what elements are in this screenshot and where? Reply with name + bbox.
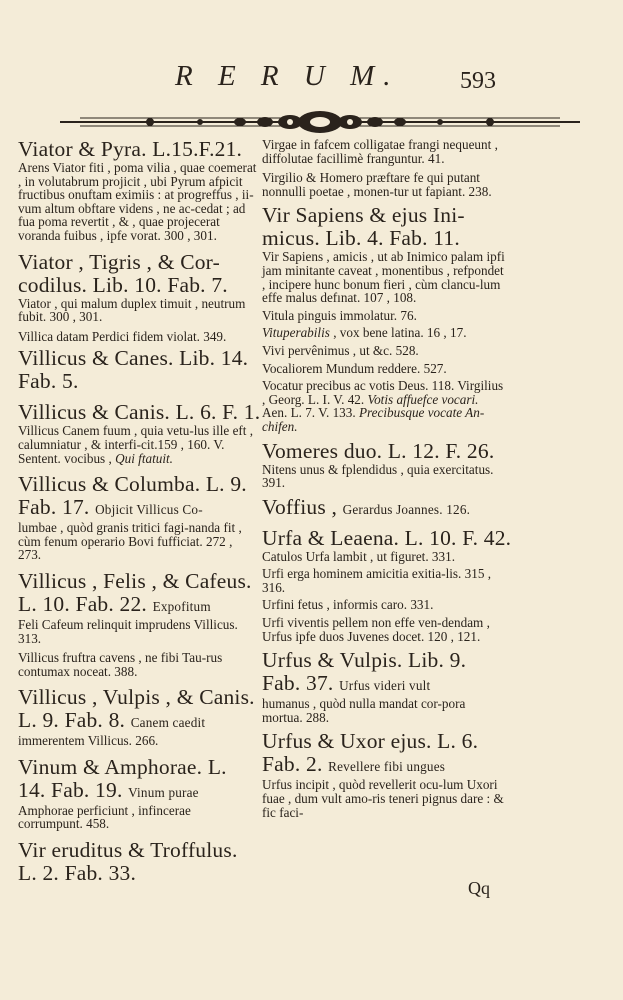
entry-heading-text: Villicus , Vulpis , & Canis. L. 9. Fab. 8. bbox=[18, 685, 255, 733]
entry-text-roman: Vocatur precibus ac votis Deus. 118. Virgilius , Georg. L. I. V. 42. bbox=[262, 378, 504, 407]
index-entry bbox=[262, 567, 506, 594]
entry-text: Catulos Urfa lambit , ut figuret. 331. bbox=[262, 548, 456, 564]
index-entry bbox=[18, 756, 258, 831]
index-entry bbox=[262, 525, 512, 564]
index-entry bbox=[262, 598, 506, 612]
entry-text-roman: Aen. L. 7. V. 133. bbox=[262, 405, 356, 421]
entry-inline-text: Revellere fibi ungues bbox=[328, 759, 446, 775]
entry-text bbox=[262, 379, 506, 433]
entry-text-italic: Votis affuefce vocari. bbox=[367, 391, 479, 407]
index-entry bbox=[262, 309, 506, 323]
entry-heading bbox=[18, 686, 258, 734]
entry-text-roman: Villicus Canem fuum , quia vetu-lus ille eft , calumniatur , & interfi-cit.159 , 160. V. Sentent. vocibus , bbox=[18, 423, 254, 466]
entry-text: Nitens unus & fplendidus , quia exercitatus. 391. bbox=[262, 461, 494, 491]
entry-heading bbox=[262, 496, 506, 521]
catchword: Qq bbox=[468, 878, 490, 898]
entry-heading bbox=[262, 649, 506, 697]
index-entry bbox=[18, 347, 258, 393]
entry-heading-text: Voffius , bbox=[262, 494, 338, 519]
right-column bbox=[262, 137, 512, 820]
entry-text: Villicus fruftra cavens , ne fibi Tau-rus contumax noceat. 388. bbox=[18, 650, 223, 679]
index-entry bbox=[18, 330, 258, 344]
entry-heading-text: Villicus & Columba. L. 9. Fab. 17. bbox=[18, 472, 247, 520]
index-entry bbox=[262, 362, 506, 376]
entry-heading-text: Villicus , Felis , & Cafeus. L. 10. Fab. 22. bbox=[18, 568, 252, 616]
entry-text: Vocaliorem Mundum reddere. 527. bbox=[262, 360, 447, 376]
entry-text: Urfus incipit , quòd revellerit ocu-lum Uxori fuae , dum vult amo-ris teneri pignus dare : & fic faci- bbox=[262, 777, 504, 820]
page-number: 593 bbox=[460, 68, 496, 94]
entry-heading-text: Vinum & Amphorae. L. 14. Fab. 19. bbox=[18, 754, 227, 802]
entry-heading bbox=[18, 756, 258, 804]
left-column bbox=[18, 137, 261, 886]
entry-heading-text: Urfus & Uxor ejus. L. 6. Fab. 2. bbox=[262, 729, 479, 777]
entry-text: Virgae in fafcem colligatae frangi nequeunt , diffolutae facillimè franguntur. 41. bbox=[262, 137, 498, 166]
entry-inline-text: Urfus videri vult bbox=[339, 678, 431, 694]
entry-text: humanus , quòd nulla mandat cor-pora mortua. 288. bbox=[262, 696, 466, 725]
entry-text: Viator , qui malum duplex timuit , neutrum fubit. 300 , 301. bbox=[18, 295, 246, 325]
running-header: R E R U M. bbox=[175, 60, 400, 92]
entry-text: lumbae , quòd granis tritici fagi-nanda fit , cùm fenum operario Bovi fufficiat. 272 , 273. bbox=[18, 520, 242, 563]
index-entry bbox=[262, 616, 506, 643]
entry-text: Virgilio & Homero præftare fe qui putant nonnulli poetae , monen-tur ut fapiant. 238. bbox=[262, 170, 492, 199]
index-entry bbox=[18, 400, 261, 466]
index-entry bbox=[18, 473, 258, 562]
index-entry bbox=[262, 171, 506, 198]
entry-heading-text: Urfus & Vulpis. Lib. 9. Fab. 37. bbox=[262, 648, 467, 696]
entry-text: Feli Cafeum relinquit imprudens Villicus. 313. bbox=[18, 616, 238, 646]
entry-heading: Villicus & Canis. L. 6. F. 1. bbox=[18, 400, 261, 425]
entry-text-roman: , vox bene latina. 16 , 17. bbox=[329, 325, 467, 341]
entry-heading: Urfa & Leaena. L. 10. F. 42. bbox=[262, 525, 512, 550]
index-entry bbox=[262, 344, 506, 358]
entry-heading: Viator & Pyra. L.15.F.21. bbox=[18, 137, 243, 161]
entry-inline-text: Canem caedit bbox=[130, 715, 206, 731]
index-entry bbox=[262, 730, 506, 819]
entry-heading: Viator , Tigris , & Cor-codilus. Lib. 10. Fab. 7. bbox=[18, 249, 228, 297]
entry-inline-text: Objicit Villicus Co- bbox=[95, 502, 203, 518]
entry-text: Vitula pinguis immolatur. 76. bbox=[262, 307, 417, 323]
entry-heading bbox=[18, 473, 258, 521]
entry-text: Urfi erga hominem amicitia exitia-lis. 315 , 316. bbox=[262, 566, 492, 595]
index-entry bbox=[262, 496, 506, 521]
entry-text-italic: Precibusque vocate An-chifen. bbox=[262, 405, 485, 434]
entry-text: Urfini fetus , informis caro. 331. bbox=[262, 597, 434, 613]
index-entry bbox=[262, 138, 506, 165]
entry-heading bbox=[262, 730, 506, 778]
entry-heading bbox=[18, 570, 258, 618]
entry-text: Arens Viator fiti , poma vilia , quae coemerat , in volutabrum projicit , ubi Pyrum afpicit fructibus onuftam eximiis : at progreffus , ii-vum altum obftare videns , ne ac-cedat ; ad fua poma revertit , & , quae projecerat voranda fuibus , ipfe vorat. 300 , 301. bbox=[18, 160, 257, 243]
index-entry bbox=[18, 251, 258, 324]
index-entry bbox=[18, 839, 258, 885]
index-entry bbox=[18, 138, 258, 243]
index-entry bbox=[262, 326, 506, 340]
entry-inline-text: Expofitum bbox=[152, 598, 211, 614]
index-entry bbox=[262, 379, 506, 433]
entry-text: Villica datam Perdici fidem violat. 349. bbox=[18, 328, 227, 344]
entry-text: Vir Sapiens , amicis , ut ab Inimico palam ipfi jam minitante caveat , monentibus , refpondet , incipere hunc bonum fieri , cùm clancu-lum effe malus defınat. 107 , 108. bbox=[262, 249, 505, 306]
entry-text-italic: Qui ftatuit. bbox=[115, 450, 173, 466]
entry-text: Amphorae perficiunt , infincerae corrumpunt. 458. bbox=[18, 802, 191, 832]
entry-text bbox=[18, 424, 258, 465]
entry-text: immerentem Villicus. 266. bbox=[18, 733, 159, 749]
ornament-divider-icon bbox=[50, 106, 590, 138]
entry-text: Urfi viventis pellem non effe ven-dendam , Urfus ipfe duos Juvenes docet. 120 , 121. bbox=[262, 615, 490, 644]
entry-heading: Villicus & Canes. Lib. 14. Fab. 5. bbox=[18, 346, 249, 394]
index-entry bbox=[262, 204, 506, 304]
entry-inline-text: Gerardus Joannes. 126. bbox=[342, 501, 471, 517]
entry-text bbox=[262, 326, 506, 340]
entry-text-italic: Vituperabilis bbox=[262, 325, 330, 341]
entry-inline-text: Vinum purae bbox=[128, 784, 199, 800]
index-entry bbox=[262, 440, 506, 490]
index-entry bbox=[262, 649, 506, 724]
entry-heading: Vir Sapiens & ejus Ini-micus. Lib. 4. Fab. 11. bbox=[262, 203, 465, 251]
entry-heading: Vomeres duo. L. 12. F. 26. bbox=[262, 438, 495, 463]
entry-text: Vivi pervênimus , ut &c. 528. bbox=[262, 342, 419, 358]
index-entry bbox=[18, 570, 258, 678]
entry-heading: Vir eruditus & Troffulus. L. 2. Fab. 33. bbox=[18, 838, 238, 886]
index-entry bbox=[18, 686, 258, 748]
